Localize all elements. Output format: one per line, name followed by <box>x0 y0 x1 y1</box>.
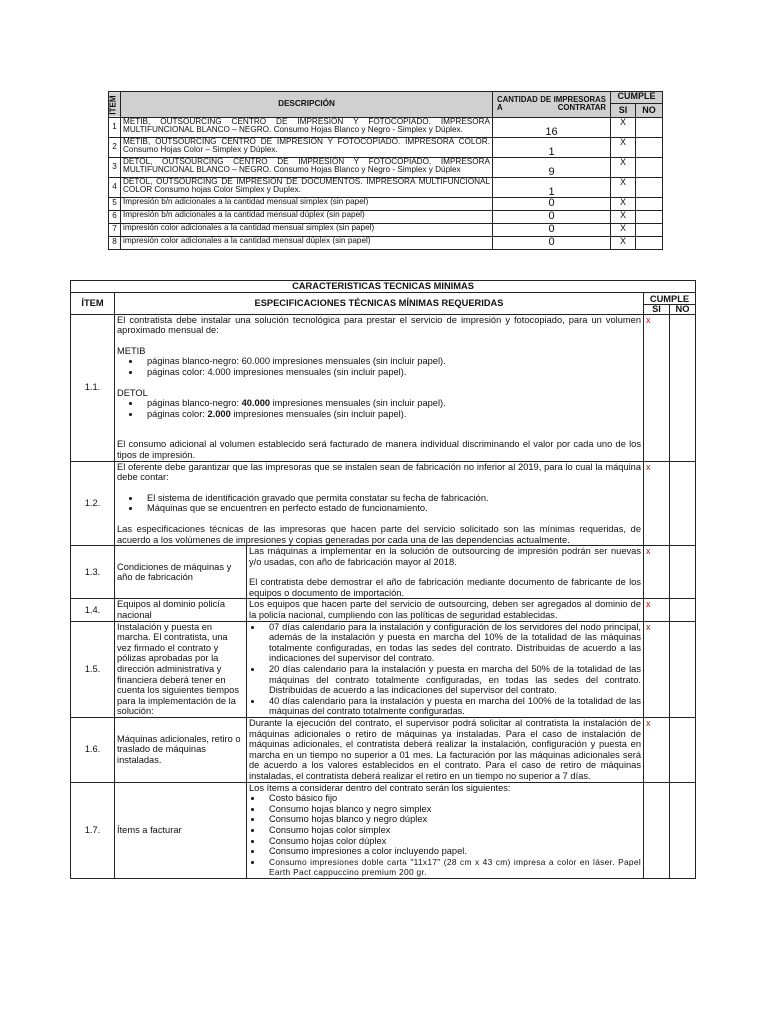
table-row <box>71 314 696 461</box>
row-quantity: 1 <box>493 137 611 157</box>
row-name: Condiciones de máquinas y año de fabricación <box>115 546 247 599</box>
row-quantity: 0 <box>493 223 611 236</box>
row-specification <box>247 546 644 599</box>
specs-table-title: CARACTERISTICAS TECNICAS MINIMAS <box>71 281 696 293</box>
cumple-column-header: CUMPLE <box>611 92 663 104</box>
table-row <box>109 137 663 157</box>
quantity-column-header: CANTIDAD DE IMPRESORAS A CONTRATAR <box>493 92 611 118</box>
row-specification <box>247 782 644 878</box>
list-item: • 07 días calendario para la instalación y configuración de los servidores del nodo principal, además de la instalación y puesta en marcha del 10% de la totalidad de las máquinas totalmente configuradas, en todas las sedes del contrato. Distribuidas de acuerdo a las indicaciones del supervisor del contrato. <box>263 622 641 664</box>
spec-paragraph: Las especificaciones técnicas de las impresoras que hacen parte del servicio solicitado son las mínimas requeridas, de acuerdo a los volúmenes de impresiones y copias generadas por cada una de las dependencias actualmente. <box>117 523 641 545</box>
si-column-header: SI <box>644 304 670 314</box>
row-number: 5 <box>109 197 121 210</box>
row-item-number: 1.1. <box>71 314 115 461</box>
si-mark: x <box>644 546 670 599</box>
row-description: Impresión b/n adicionales a la cantidad mensual dúplex (sin papel) <box>121 210 493 223</box>
no-mark <box>670 546 696 599</box>
row-number: 6 <box>109 210 121 223</box>
row-number: 8 <box>109 236 121 249</box>
si-column-header: SI <box>611 104 636 118</box>
no-column-header: NO <box>670 304 696 314</box>
row-quantity: 9 <box>493 157 611 177</box>
no-mark <box>670 461 696 546</box>
table-row <box>71 782 696 878</box>
row-si-mark: X <box>611 223 636 236</box>
list-item: • Consumo hojas blanco y negro dúplex <box>263 814 641 825</box>
si-mark: x <box>644 599 670 621</box>
printers-quantity-table <box>108 91 663 250</box>
table-row <box>109 223 663 236</box>
row-name: Máquinas adicionales, retiro o traslado de máquinas instaladas. <box>115 718 247 783</box>
spec-column-header: ESPECIFICACIONES TÉCNICAS MÍNIMAS REQUERIDAS <box>115 292 644 314</box>
si-mark <box>644 782 670 878</box>
technical-specs-table <box>70 280 696 879</box>
table-row <box>109 236 663 249</box>
cumple-column-header: CUMPLE <box>644 292 696 304</box>
table-row <box>71 461 696 546</box>
row-specification <box>247 621 644 717</box>
row-si-mark: X <box>611 236 636 249</box>
list-bold-number: 40.000 <box>241 398 271 409</box>
list-text: impresiones mensuales (sin incluir papel). <box>230 408 407 419</box>
row-description: impresión color adicionales a la cantidad mensual simplex (sin papel) <box>121 223 493 236</box>
row-quantity: 0 <box>493 210 611 223</box>
row-no-mark <box>636 137 663 157</box>
row-description: METIB, OUTSOURCING CENTRO DE IMPRESIÓN Y FOTOCOPIADO. IMPRESORA MULTIFUNCIONAL BLANCO – NEGRO. Consumo Hojas Blanco y Negro - Simplex y Dúplex. <box>121 117 493 137</box>
row-no-mark <box>636 197 663 210</box>
row-si-mark: X <box>611 210 636 223</box>
spec-paragraph: El consumo adicional al volumen establecido será facturado de manera individual discriminando el valor por cada uno de los tipos de impresión. <box>117 439 641 460</box>
no-mark <box>670 621 696 717</box>
no-mark <box>670 782 696 878</box>
list-item <box>141 398 641 409</box>
row-item-number: 1.2. <box>71 461 115 546</box>
row-item-number: 1.6. <box>71 718 115 783</box>
table-row <box>109 177 663 197</box>
table-row <box>109 197 663 210</box>
row-no-mark <box>636 210 663 223</box>
detol-label: DETOL <box>117 387 148 398</box>
row-description: METIB, OUTSOURCING CENTRO DE IMPRESIÓN Y FOTOCOPIADO. IMPRESORA COLOR. Consumo Hojas Color – Simplex y Dúplex. <box>121 137 493 157</box>
spec-paragraph: Los ítems a considerar dentro del contrato serán los siguientes: <box>249 782 511 793</box>
si-mark: x <box>644 621 670 717</box>
list-item: • Consumo hojas color dúplex <box>263 836 641 847</box>
row-si-mark: X <box>611 157 636 177</box>
row-description: DETOL, OUTSOURCING DE IMPRESIÓN DE DOCUMENTOS. IMPRESORA MULTIFUNCIONAL COLOR Consumo hojas Color Simplex y Duplex. <box>121 177 493 197</box>
list-item: • Consumo impresiones a color incluyendo papel. <box>263 846 641 857</box>
row-number: 7 <box>109 223 121 236</box>
no-mark <box>670 314 696 461</box>
row-quantity: 0 <box>493 197 611 210</box>
row-specification: Durante la ejecución del contrato, el supervisor podrá solicitar al contratista la instalación de máquinas adicionales o retiro de máquinas ya instaladas. Para el caso de instalación de máquinas adicionales, el contratista deberá realizar la instalación, configuración y puesta en marcha en un tiempo no superior a 01 mes. La facturación por las máquinas adicionales será de acuerdo a los valores establecidos en el contrato. Para el caso de retiro de máquinas instaladas, el contratista deberá realizar el retiro en un tiempo no superior a 7 días. <box>247 718 644 783</box>
row-quantity: 16 <box>493 117 611 137</box>
row-no-mark <box>636 117 663 137</box>
no-mark <box>670 718 696 783</box>
list-item: • Consumo impresiones doble carta "11x17" (28 cm x 43 cm) impresa a color en láser. Papel Earth Pact cappuccino premium 200 gr. <box>263 857 641 878</box>
description-column-header: DESCRIPCIÓN <box>121 92 493 118</box>
row-quantity: 0 <box>493 236 611 249</box>
list-item: • páginas blanco-negro: 60.000 impresiones mensuales (sin incluir papel). <box>141 356 641 367</box>
list-item: • Máquinas que se encuentren en perfecto estado de funcionamiento. <box>141 503 641 514</box>
list-item: • Consumo hojas color simplex <box>263 825 641 836</box>
list-item: • páginas color: 4.000 impresiones mensuales (sin incluir papel). <box>141 367 641 378</box>
row-item-number: 1.3. <box>71 546 115 599</box>
spec-paragraph: El oferente debe garantizar que las impresoras que se instalen sean de fabricación no inferior al 2019, para lo cual la máquina debe contar: <box>117 461 641 483</box>
row-quantity: 1 <box>493 177 611 197</box>
row-item-number: 1.4. <box>71 599 115 621</box>
row-name: Instalación y puesta en marcha. El contratista, una vez firmado el contrato y pólizas aprobadas por la dirección administrativa y financiera deberá tener en cuenta los siguientes tiempos para la implementación de la solución: <box>115 621 247 717</box>
list-item: • Costo básico fijo <box>263 793 641 804</box>
list-text: impresiones mensuales (sin incluir papel). <box>270 398 446 409</box>
row-number: 2 <box>109 137 121 157</box>
list-bold-number: 2.000 <box>207 408 231 419</box>
table-row <box>109 117 663 137</box>
row-no-mark <box>636 236 663 249</box>
si-mark: x <box>644 718 670 783</box>
list-item: • 20 días calendario para la instalación y puesta en marcha del 50% de la totalidad de las máquinas del contrato totalmente configuradas, en todas las sedes del contrato. Distribuidas de acuerdo a las indicaciones del supervisor del contrato. <box>263 664 641 696</box>
table-row <box>71 546 696 599</box>
si-mark: x <box>644 314 670 461</box>
row-item-number: 1.7. <box>71 782 115 878</box>
list-text: páginas blanco-negro: <box>147 398 242 409</box>
row-description: DETOL, OUTSOURCING CENTRO DE IMPRESIÓN Y FOTOCOPIADO. IMPRESORA MULTIFUNCIONAL BLANCO – NEGRO. Consumo Hojas Blanco y Negro - Simplex y Dúplex <box>121 157 493 177</box>
row-description: Impresión b/n adicionales a la cantidad mensual simplex (sin papel) <box>121 197 493 210</box>
no-column-header: NO <box>636 104 663 118</box>
row-number: 3 <box>109 157 121 177</box>
item-column-header: ÍTEM <box>109 92 121 118</box>
list-item <box>141 409 641 420</box>
table-row <box>71 599 696 621</box>
row-si-mark: X <box>611 117 636 137</box>
spec-paragraph: Las máquinas a implementar en la solución de outsourcing de impresión podrán ser nuevas y/o usadas, con año de fabricación mayor al 2018. <box>249 546 641 567</box>
row-name: Equipos al dominio policía nacional <box>115 599 247 621</box>
spec-paragraph: El contratista debe instalar una solución tecnológica para prestar el servicio de impresión y fotocopiado, para un volumen aproximado mensual de: <box>117 314 641 336</box>
row-number: 1 <box>109 117 121 137</box>
row-si-mark: X <box>611 177 636 197</box>
row-name: Ítems a facturar <box>115 782 247 878</box>
table-row <box>71 621 696 717</box>
list-text: páginas color: <box>147 408 208 419</box>
table-row <box>109 210 663 223</box>
item-column-header: ÍTEM <box>71 292 115 314</box>
row-si-mark: X <box>611 137 636 157</box>
table-row <box>109 157 663 177</box>
row-item-number: 1.5. <box>71 621 115 717</box>
si-mark: x <box>644 461 670 546</box>
list-item: • Consumo hojas blanco y negro simplex <box>263 804 641 815</box>
row-si-mark: X <box>611 197 636 210</box>
table-row <box>71 718 696 783</box>
row-no-mark <box>636 177 663 197</box>
no-mark <box>670 599 696 621</box>
metib-label: METIB <box>117 345 146 356</box>
row-specification: Los equipos que hacen parte del servicio de outsourcing, deben ser agregados al dominio de la policía nacional, cumpliendo con las políticas de seguridad establecidas. <box>247 599 644 621</box>
row-specification <box>115 314 644 461</box>
row-no-mark <box>636 157 663 177</box>
spec-paragraph: El contratista debe demostrar el año de fabricación mediante documento de fabricante de los equipos o documento de importación. <box>249 577 641 598</box>
row-no-mark <box>636 223 663 236</box>
row-number: 4 <box>109 177 121 197</box>
list-item: • El sistema de identificación gravado que permita constatar su fecha de fabricación. <box>141 493 641 504</box>
row-specification <box>115 461 644 546</box>
row-description: impresión color adicionales a la cantidad mensual dúplex (sin papel) <box>121 236 493 249</box>
list-item: • 40 días calendario para la instalación y puesta en marcha del 100% de la totalidad de las máquinas del contrato totalmente configuradas. <box>263 696 641 717</box>
